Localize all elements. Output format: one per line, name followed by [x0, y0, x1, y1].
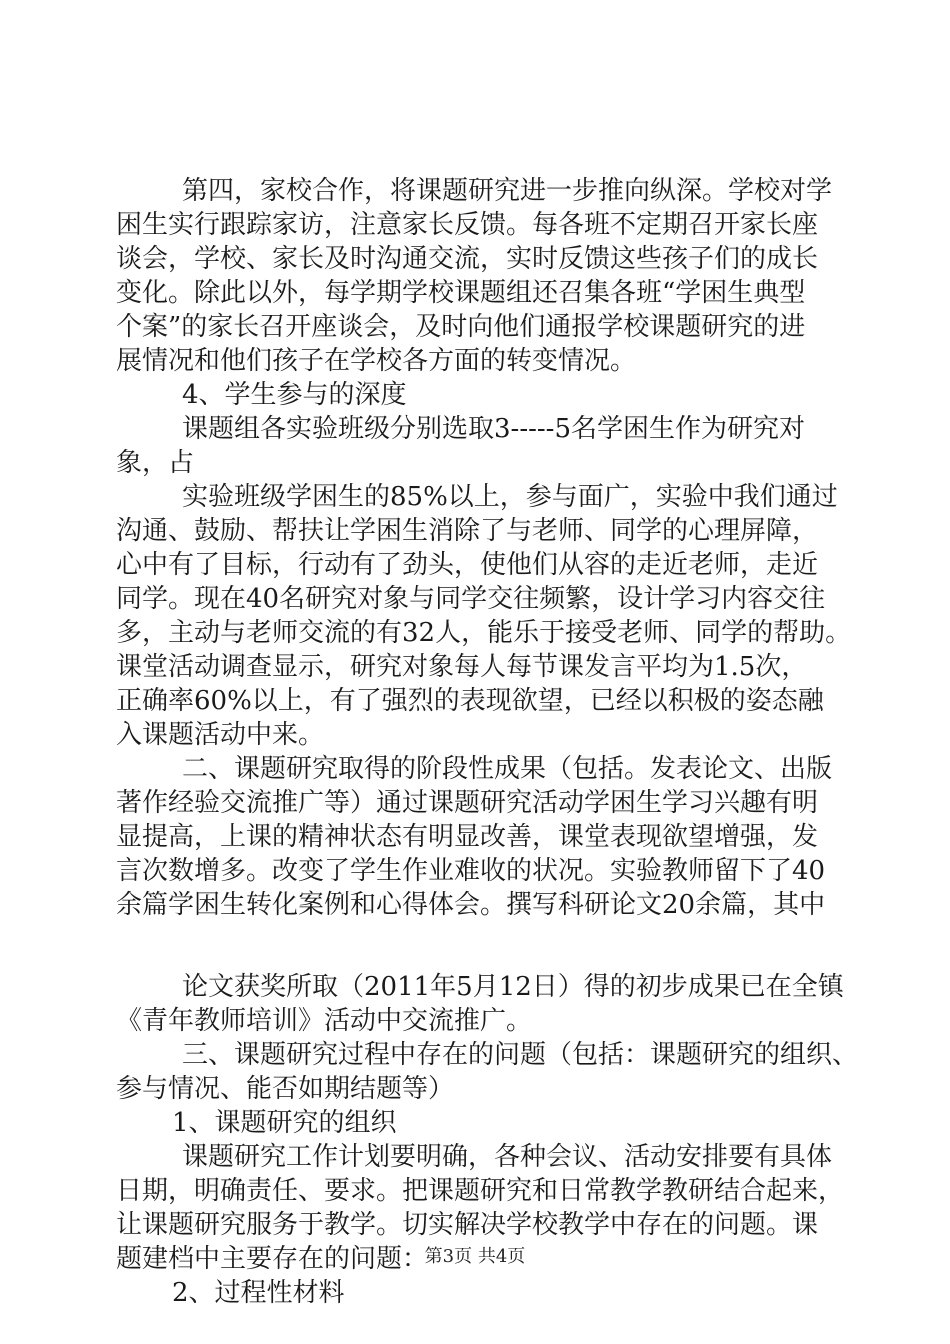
text-line: 沟通、鼓励、帮扶让学困生消除了与老师、同学的心理屏障，: [116, 516, 819, 546]
text-line: 显提高，上课的精神状态有明显改善，课堂表现欲望增强，发: [116, 822, 819, 852]
text-line: 入课题活动中来。: [116, 720, 325, 750]
text-line: 课题组各实验班级分别选取3-----5名学困生作为研究对: [182, 414, 806, 444]
text-line: 变化。除此以外，每学期学校课题组还召集各班“学困生典型: [116, 278, 806, 308]
text-line: 同学。现在40名研究对象与同学交往频繁，设计学习内容交往: [116, 584, 826, 614]
text-line: 课堂活动调查显示，研究对象每人每节课发言平均为1.5次，: [116, 652, 808, 682]
text-line: 心中有了目标，行动有了劲头，使他们从容的走近老师，走近: [116, 550, 819, 580]
text-line: 题建档中主要存在的问题：: [116, 1244, 429, 1274]
text-line: 日期，明确责任、要求。把课题研究和日常教学教研结合起来，: [116, 1176, 845, 1206]
text-line: 正确率60%以上，有了强烈的表现欲望，已经以积极的姿态融: [116, 686, 824, 716]
page-footer: 第3页 共4页: [424, 1246, 526, 1267]
section-heading: 4、学生参与的深度: [182, 380, 407, 410]
text-line: 言次数增多。改变了学生作业难收的状况。实验教师留下了40: [116, 856, 826, 886]
text-line: 第四，家校合作，将课题研究进一步推向纵深。学校对学: [182, 176, 833, 206]
text-line: 二、课题研究取得的阶段性成果（包括。发表论文、出版: [182, 754, 833, 784]
text-line: 困生实行跟踪家访，注意家长反馈。每各班不定期召开家长座: [116, 210, 819, 240]
text-line: 谈会，学校、家长及时沟通交流，实时反馈这些孩子们的成长: [116, 244, 819, 274]
text-line: 个案”的家长召开座谈会，及时向他们通报学校课题研究的进: [116, 312, 806, 342]
text-line: 展情况和他们孩子在学校各方面的转变情况。: [116, 346, 637, 376]
text-line: 实验班级学困生的85%以上，参与面广，实验中我们通过: [182, 482, 838, 512]
text-line: 让课题研究服务于教学。切实解决学校教学中存在的问题。课: [116, 1210, 819, 1240]
text-line: 象，占: [116, 448, 195, 478]
text-line: 《青年教师培训》活动中交流推广。: [116, 1006, 533, 1036]
paragraph-gap: [116, 922, 836, 970]
section-heading: 2、过程性材料: [172, 1278, 345, 1308]
text-line: 余篇学困生转化案例和心得体会。撰写科研论文20余篇，其中: [116, 890, 826, 920]
text-line: 课题研究工作计划要明确，各种会议、活动安排要有具体: [182, 1142, 833, 1172]
text-line: 论文获奖所取（2011年5月12日）得的初步成果已在全镇: [182, 972, 844, 1002]
text-line: 著作经验交流推广等）通过课题研究活动学困生学习兴趣有明: [116, 788, 819, 818]
document-body: [116, 174, 859, 1310]
text-line: 三、课题研究过程中存在的问题（包括：课题研究的组织、: [182, 1040, 859, 1070]
text-line: 参与情况、能否如期结题等）: [116, 1074, 455, 1104]
text-line: 多，主动与老师交流的有32人，能乐于接受老师、同学的帮助。: [116, 618, 852, 648]
section-heading: 1、课题研究的组织: [172, 1108, 397, 1138]
